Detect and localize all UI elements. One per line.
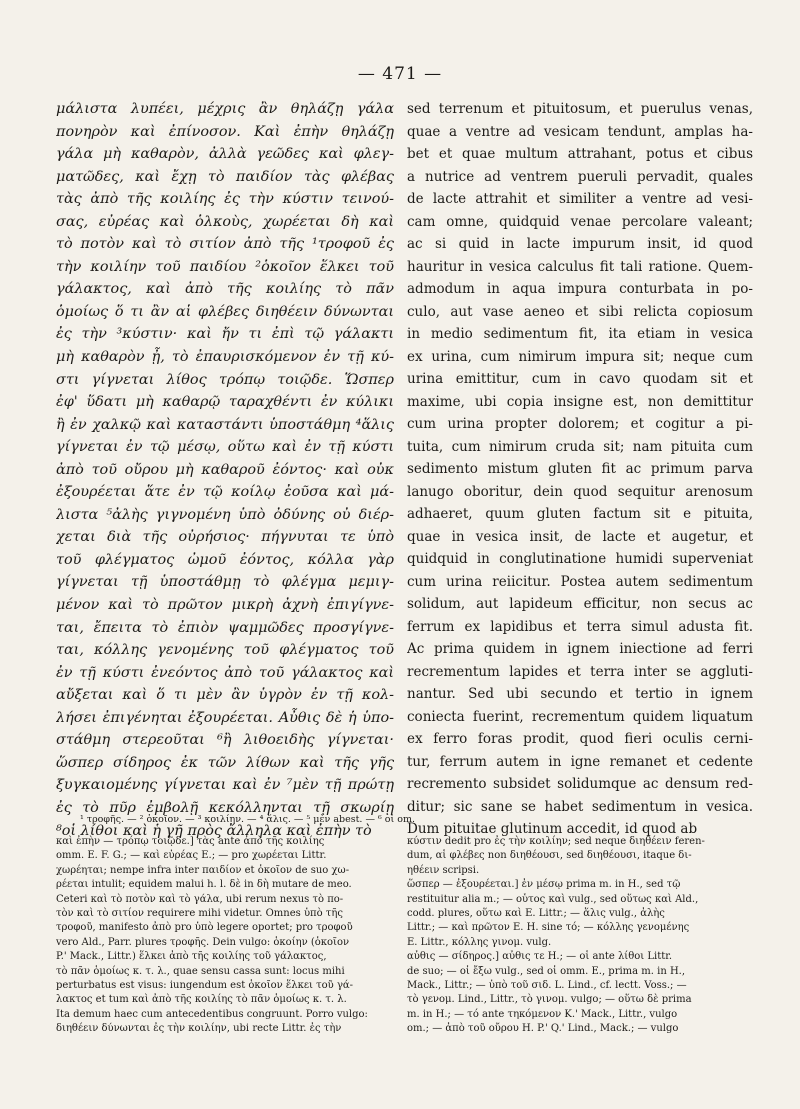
text-line: μὴ καθαρὸν ᾖ, τὸ ἐπαυρισκόμενον ἐν τῇ κύ- [56, 349, 394, 366]
text-line: ἐς τὴν ³κύστιν· καὶ ἤν τι ἐπὶ τῷ γάλακτι [56, 326, 394, 343]
text-line: τὸν καὶ τὸ σιτίον requirere mihi videtur. Omnes ὑπὸ τῆς [56, 908, 343, 920]
text-line: σας, εὐρέας καὶ ὁλκοὺς, χωρέεται δὴ καὶ [56, 213, 394, 230]
text-line: ex ferro foras prodit, quod fieri oculis cerni- [407, 731, 753, 747]
text-line: perturbatus est visus: iungendum est ὁκοῖον ἕλκει τοῦ γά- [56, 980, 354, 992]
text-line: tur, ferrum autem in igne remanet et cedente [407, 753, 753, 770]
text-line: de suo; — οἱ ἔξω vulg., sed οἱ omm. E., prima m. in H., [407, 965, 686, 977]
text-line: ηθέειν scripsi. [407, 864, 480, 876]
text-line: ἢ ἐν χαλκῷ καὶ καταστάντι ὑποστάθμη ⁴ἅλις [56, 416, 394, 433]
text-line: quidquid in conglutinatione humidi superveniat [407, 551, 753, 567]
text-line: restituitur alia m.; — οὗτος καὶ vulg., sed οὕτως καὶ Ald., [407, 893, 699, 905]
text-line: bet et quae multum attrahant, potus et cibus [407, 146, 753, 162]
text-line: λήσει ἐπιγένηται ἐξουρέεται. Αὖθις δὲ ἡ ὑπο- [56, 709, 394, 726]
text-line: Ita demum haec cum antecedentibus congruunt. Porro vulgo: [56, 1008, 368, 1020]
text-line: ἀπὸ τοῦ οὔρου μὴ καθαροῦ ἐόντος· καὶ οὐκ [56, 461, 394, 478]
text-line: E. Littr., κόλλης γινομ. vulg. [407, 936, 552, 948]
text-line: sed terrenum et pituitosum, et puerulus venas, [407, 101, 753, 117]
text-line: a nutrice ad ventrem pueruli pervadit, quales [407, 168, 753, 185]
text-line: ται, κόλλης γενομένης τοῦ φλέγματος τοῦ [56, 642, 394, 659]
text-line: διηθέειν δύνωνται ἐς τὴν κοιλίην, ubi recte Littr. ἐς τὴν [56, 1023, 342, 1035]
text-line: τὴν κοιλίην τοῦ παιδίου ²ὁκοῖον ἕλκει τοῦ [56, 258, 394, 275]
footnote-line: ¹ τροφῆς. — ² ὁκοῖον. — ³ κοιλίην. — ⁴ ἅλις. — ⁵ μὲν abest. — ⁶ οἱ om. [80, 814, 416, 825]
text-line: ἐς τὸ πῦρ ἐμβολῇ κεκόλληνται τῇ σκωρίῃ [56, 799, 394, 816]
text-line: om.; — ἀπὸ τοῦ οὔρου H. P.' Q.' Lind., Mack.; — vulgo [407, 1023, 679, 1035]
text-line: omm. E. F. G.; — καὶ εὐρέας E.; — pro χωρέεται Littr. [56, 850, 327, 862]
text-line: γίγνεται τῇ ὑποστάθμῃ τὸ φλέγμα μεμιγ- [56, 574, 394, 591]
text-line: ac si quid in lacte impurum insit, id quod [407, 236, 753, 252]
text-line: αὖθις — σίδηρος.] αὖθις τε H.; — οἱ ante λίθοι Littr. [407, 951, 673, 963]
text-line: sedimento mistum gluten fit ac primum parva [407, 461, 753, 477]
text-line: ξυγκαιομένης γίγνεται καὶ ἐν ⁷μὲν τῇ πρώτῃ [56, 777, 394, 794]
text-line: ⁸οἱ λίθοι καὶ ἡ γῆ πρὸς ἄλληλα καὶ ἐπὴν τὸ [56, 822, 372, 839]
text-line: μάλιστα λυπέει, μέχρις ἂν θηλάζῃ γάλα [56, 101, 394, 117]
greek-text-column [56, 98, 394, 842]
text-line: nantur. Sed ubi secundo et tertio in ignem [407, 686, 753, 702]
text-line: στάθμη στερεοῦται ⁶ἢ λιθοειδὴς γίγνεται· [56, 732, 394, 749]
text-line: lanugo oboritur, dein quod sequitur arenosum [407, 483, 753, 500]
text-line: cum urina propter dolorem; et cogitur a pi- [407, 416, 753, 432]
text-line: τὸ ποτὸν καὶ τὸ σιτίον ἀπὸ τῆς ¹τροφοῦ ἐς [56, 236, 394, 253]
text-line: ματῶδες, καὶ ἔχῃ τὸ παιδίον τὰς φλέβας [56, 168, 394, 185]
text-line: γάλα μὴ καθαρὸν, ἀλλὰ γεῶδες καὶ φλεγ- [56, 146, 394, 163]
text-line: tuita, cum nimirum cruda sit; nam pituita cum [407, 438, 753, 455]
text-line: χωρέηται; nempe infra inter παιδίον et ὁκοῖον de suo χω- [56, 864, 350, 876]
text-line: ται, ἔπειτα τὸ ἐπιὸν ψαμμῶδες προσγίγνε- [56, 619, 394, 636]
text-line: ὥσπερ σίδηρος ἐκ τῶν λίθων καὶ τῆς γῆς [56, 754, 394, 771]
text-line: λακτος et tum καὶ ἀπὸ τῆς κοιλίης τὸ πᾶν ὁμοίως κ. τ. λ. [56, 994, 347, 1006]
text-line: ὥσπερ — ἐξουρέεται.] ἐν μέσῳ prima m. in H., sed τῷ [407, 879, 681, 891]
critical-apparatus-left [56, 835, 394, 1037]
text-line: αὔξεται καὶ ὅ τι μὲν ἂν ὑγρὸν ἐν τῇ κολ- [56, 687, 394, 704]
text-line: στι γίγνεται λίθος τρόπῳ τοιῷδε. Ὥσπερ [56, 371, 394, 388]
text-line: de lacte attrahit et similiter a ventre ad vesi- [407, 191, 753, 207]
text-line: hauritur in vesica calculus fit tali ratione. Quem- [407, 258, 753, 275]
text-line: τὸ γενομ. Lind., Littr., τὸ γινομ. vulgo; — οὕτω δὲ prima [407, 994, 692, 1006]
text-line: admodum in aqua impura conturbata in po- [407, 281, 753, 297]
text-line: maxime, ubi copia insigne est, non demittitur [407, 393, 753, 410]
text-line: τροφοῦ, manifesto ἀπὸ pro ὑπὸ legere oportet; pro τροφοῦ [56, 922, 353, 934]
text-line: τὸ πᾶν ὁμοίως κ. τ. λ., quae sensu cassa sunt: locus mihi [56, 965, 345, 977]
latin-text-column [407, 98, 753, 841]
text-line: culo, aut vase aeneo et sibi relicta copiosum [407, 303, 753, 320]
text-line: τὰς ἀπὸ τῆς κοιλίης ἐς τὴν κύστιν τεινού- [56, 191, 394, 208]
text-line: quae a ventre ad vesicam tendunt, amplas ha- [407, 123, 753, 140]
text-line: χεται διὰ τῆς οὐρήσιος· πήγνυται τε ὑπὸ [56, 529, 394, 546]
text-line: Dum pituitae glutinum accedit, id quod ab [407, 821, 698, 837]
text-line: coniecta fuerint, recrementum quidem liquatum [407, 708, 753, 725]
text-line: Mack., Littr.; — ὑπὸ τοῦ σιδ. L. Lind., cf. lectt. Voss.; — [407, 980, 687, 992]
text-line: Ac prima quidem in ignem iniectione ad ferri [407, 641, 753, 657]
text-line: dum, αἱ φλέβες non διηθέουσι, sed διηθέουσι, itaque δι- [407, 850, 692, 862]
text-line: ρέεται intulit; equidem malui h. l. δὲ in δὴ mutare de meo. [56, 879, 352, 891]
text-line: in medio sedimentum fit, ita etiam in vesica [407, 326, 753, 342]
text-line: Ceteri καὶ τὸ ποτὸν καὶ τὸ γάλα, ubi rerum nexus τὸ πο- [56, 893, 344, 905]
text-line: cam omne, quidquid venae percolare valeant; [407, 213, 753, 230]
text-line: ἐν τῇ κύστι ἐνεόντος ἀπὸ τοῦ γάλακτος καὶ [56, 664, 394, 681]
text-line: ditur; sic sane se habet sedimentum in vesica. [407, 798, 753, 815]
text-line: τοῦ φλέγματος ὠμοῦ ἐόντος, κόλλα γὰρ [56, 551, 394, 568]
text-line: πονηρὸν καὶ ἐπίνοσον. Καὶ ἐπὴν θηλάζῃ [56, 123, 394, 140]
text-line: μένον καὶ τὸ πρῶτον μικρὴ ἀχνὴ ἐπιγίγνε- [56, 597, 394, 614]
text-line: vero Ald., Parr. plures τροφῆς. Dein vulgo: ὁκοίην (ὁκοῖον [56, 936, 350, 948]
text-line: solidum, aut lapideum efficitur, non secus ac [407, 596, 753, 612]
text-line: cum urina reiicitur. Postea autem sedimentum [407, 573, 753, 590]
text-line: κύστιν dedit pro ἐς τὴν κοιλίην; sed neque διηθέειν feren- [407, 836, 705, 847]
page-number: — 471 — [357, 64, 443, 84]
text-line: Littr.; — καὶ πρῶτον E. H. sine τό; — κόλλης γενομένης [407, 922, 690, 934]
text-line: ὁμοίως ὅ τι ἂν αἱ φλέβες διηθέειν δύνωνται [56, 303, 394, 320]
text-line: ἐξουρέεται ἅτε ἐν τῷ κοίλῳ ἐοῦσα καὶ μά- [56, 484, 394, 501]
text-line: γίγνεται ἐν τῷ μέσῳ, οὕτω καὶ ἐν τῇ κύστι [56, 439, 394, 456]
text-line: καὶ ἐπὴν — τρόπῳ τοιῷδε.] τὰς ante ἀπὸ τῆς κοιλίης [56, 836, 325, 847]
text-line: adhaeret, quum gluten factum sit e pituita, [407, 506, 753, 522]
text-line: ex urina, cum nimirum impura sit; neque cum [407, 348, 753, 365]
critical-apparatus-right [407, 835, 753, 1037]
text-line: ferrum ex lapidibus et terra simul adusta fit. [407, 618, 753, 635]
text-line: codd. plures, οὕτω καὶ E. Littr.; — ἅλις vulg., ἀλὴς [407, 908, 665, 920]
text-line: λιστα ⁵ἀλὴς γιγνομένη ὑπὸ ὀδύνης οὐ διέρ- [56, 506, 394, 523]
text-line: urina emittitur, cum in cavo quodam sit et [407, 371, 753, 387]
text-line: recrementum lapides et terra inter se aggluti- [407, 663, 753, 680]
text-line: m. in H.; — τό ante τηκόμενον K.' Mack., Littr., vulgo [407, 1008, 678, 1020]
text-line: recremento subsidet solidumque ac densum red- [407, 776, 753, 792]
text-line: ἐφ' ὕδατι μὴ καθαρῷ ταραχθέντι ἐν κύλικι [56, 394, 394, 411]
text-line: γάλακτος, καὶ ἀπὸ τῆς κοιλίης τὸ πᾶν [56, 281, 394, 298]
text-line: P.' Mack., Littr.) ἕλκει ἀπὸ τῆς κοιλίης τοῦ γάλακτος, [56, 951, 327, 963]
text-line: quae in vesica insit, de lacte et augetur, et [407, 528, 753, 545]
